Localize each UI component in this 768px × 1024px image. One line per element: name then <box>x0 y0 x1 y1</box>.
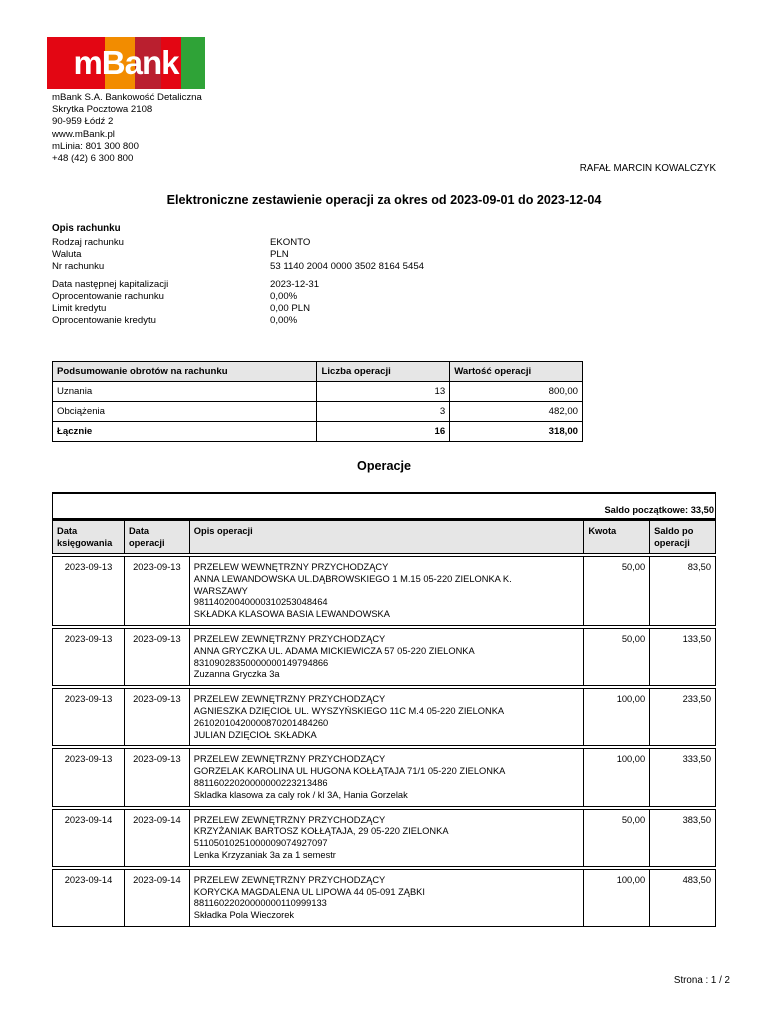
operations-table <box>52 518 716 927</box>
description-line: ANNA LEWANDOWSKA UL.DĄBROWSKIEGO 1 M.15 05-220 ZIELONKA K. <box>193 573 512 584</box>
account-detail-row <box>52 279 319 291</box>
booking-date: 2023-09-14 <box>53 869 125 926</box>
account-detail-row <box>52 291 319 303</box>
description-line: GORZELAK KAROLINA UL HUGONA KOŁŁĄTAJA 71/1 05-220 ZIELONKA <box>193 766 506 777</box>
booking-date: 2023-09-14 <box>53 809 125 866</box>
operation-row <box>53 809 716 866</box>
operation-description <box>189 689 584 746</box>
operation-date: 2023-09-13 <box>124 749 189 806</box>
balance-after: 483,50 <box>650 869 716 926</box>
summary-count: 16 <box>317 422 450 442</box>
detail-value: 0,00 PLN <box>270 303 311 314</box>
description-line: PRZELEW WEWNĘTRZNY PRZYCHODZĄCY <box>193 562 389 572</box>
balance-after: 333,50 <box>650 749 716 806</box>
summary-count: 13 <box>317 382 450 402</box>
summary-value: 800,00 <box>450 382 583 402</box>
detail-label: Data następnej kapitalizacji <box>52 279 169 290</box>
operation-row <box>53 628 716 685</box>
account-detail-row <box>52 315 319 327</box>
page-number: Strona : 1 / 2 <box>673 975 730 986</box>
document-title: Elektroniczne zestawienie operacji za okres od 2023-09-01 do 2023-12-04 <box>166 193 602 207</box>
bank-address-block <box>52 92 202 165</box>
summary-row <box>53 402 583 422</box>
detail-value: 0,00% <box>270 315 298 326</box>
account-details-group <box>52 237 424 273</box>
bank-info-line[interactable]: www.mBank.pl <box>52 128 115 140</box>
description-line: WARSZAWY <box>193 585 248 596</box>
description-line: Zuzanna Gryczka 3a <box>193 669 280 680</box>
operations-section <box>52 492 716 927</box>
operation-row <box>53 557 716 626</box>
detail-label: Waluta <box>52 249 82 260</box>
detail-label: Oprocentowanie rachunku <box>52 291 164 302</box>
account-detail-row <box>52 303 319 315</box>
balance-after: 233,50 <box>650 689 716 746</box>
col-header-booking-date: Data księgowania <box>53 520 125 554</box>
description-line: JULIAN DZIĘCIOŁ SKŁADKA <box>193 729 317 740</box>
operation-amount: 100,00 <box>584 869 650 926</box>
col-header-description: Opis operacji <box>189 520 584 554</box>
operation-amount: 100,00 <box>584 689 650 746</box>
opening-balance: Saldo początkowe: 33,50 <box>52 492 716 518</box>
description-line: 26102010420000870201484260 <box>193 717 329 728</box>
description-line: PRZELEW ZEWNĘTRZNY PRZYCHODZĄCY <box>193 633 386 644</box>
account-section-title: Opis rachunku <box>52 223 121 234</box>
description-line: KORYCKA MAGDALENA UL LIPOWA 44 05-091 ZĄBKI <box>193 886 425 897</box>
account-detail-row <box>52 237 424 249</box>
summary-total-row <box>53 422 583 442</box>
turnover-summary-table <box>52 361 583 442</box>
summary-label: Obciążenia <box>53 402 317 422</box>
detail-label: Oprocentowanie kredytu <box>52 315 156 326</box>
operation-description <box>189 869 584 926</box>
bank-info-line: mBank S.A. Bankowość Detaliczna <box>52 92 202 103</box>
balance-after: 83,50 <box>650 557 716 626</box>
balance-after: 383,50 <box>650 809 716 866</box>
detail-value: 2023-12-31 <box>270 279 320 290</box>
operation-row <box>53 689 716 746</box>
col-header-amount: Kwota <box>584 520 650 554</box>
operation-date: 2023-09-13 <box>124 557 189 626</box>
operations-header-row <box>53 520 716 554</box>
operation-row <box>53 869 716 926</box>
summary-header: Podsumowanie obrotów na rachunku <box>53 362 317 382</box>
operation-date: 2023-09-14 <box>124 809 189 866</box>
summary-value: 482,00 <box>450 402 583 422</box>
description-line: 98114020040000310253048464 <box>193 597 328 608</box>
summary-header: Wartość operacji <box>450 362 583 382</box>
description-line: Skladka klasowa za caly rok / kl 3A, Hania Gorzelak <box>193 789 408 800</box>
detail-value: PLN <box>270 249 289 260</box>
description-line: ANNA GRYCZKA UL. ADAMA MICKIEWICZA 57 05-220 ZIELONKA <box>193 645 475 656</box>
detail-label: Limit kredytu <box>52 303 107 314</box>
account-owner-name: RAFAŁ MARCIN KOWALCZYK <box>579 163 716 174</box>
operation-date: 2023-09-13 <box>124 628 189 685</box>
operation-row <box>53 749 716 806</box>
account-number: 53 1140 2004 0000 3502 8164 5454 <box>270 261 425 272</box>
description-line: Składka Pola Wieczorek <box>193 910 295 921</box>
summary-header-row <box>53 362 583 382</box>
description-line: 88116022020000000223213486 <box>193 777 328 788</box>
operation-date: 2023-09-14 <box>124 869 189 926</box>
summary-value: 318,00 <box>450 422 583 442</box>
booking-date: 2023-09-13 <box>53 557 125 626</box>
logo-text: mBank <box>73 44 179 81</box>
description-line: PRZELEW ZEWNĘTRZNY PRZYCHODZĄCY <box>193 754 386 765</box>
operation-description <box>189 809 584 866</box>
operation-description <box>189 557 584 626</box>
booking-date: 2023-09-13 <box>53 749 125 806</box>
account-interest-group <box>52 279 319 327</box>
operation-amount: 50,00 <box>584 809 650 866</box>
col-header-balance: Saldo po operacji <box>650 520 716 554</box>
col-header-op-date: Data operacji <box>124 520 189 554</box>
operation-date: 2023-09-13 <box>124 689 189 746</box>
description-line: Lenka Krzyzaniak 3a za 1 semestr <box>193 849 336 860</box>
account-detail-row <box>52 249 424 261</box>
summary-row <box>53 382 583 402</box>
booking-date: 2023-09-13 <box>53 689 125 746</box>
operation-description <box>189 749 584 806</box>
description-line: PRZELEW ZEWNĘTRZNY PRZYCHODZĄCY <box>193 874 386 885</box>
description-line: KRZYŻANIAK BARTOSZ KOŁŁĄTAJA, 29 05-220 ZIELONKA <box>193 826 449 837</box>
description-line: 51105010251000009074927097 <box>193 838 328 849</box>
detail-label: Nr rachunku <box>52 261 105 272</box>
account-detail-row <box>52 261 424 273</box>
detail-label: Rodzaj rachunku <box>52 237 124 248</box>
summary-label: Łącznie <box>53 422 317 442</box>
booking-date: 2023-09-13 <box>53 628 125 685</box>
description-line: SKŁADKA KLASOWA BASIA LEWANDOWSKA <box>193 609 390 620</box>
detail-value: EKONTO <box>270 237 311 248</box>
mbank-logo <box>47 37 205 89</box>
description-line: PRZELEW ZEWNĘTRZNY PRZYCHODZĄCY <box>193 814 386 825</box>
operation-amount: 100,00 <box>584 749 650 806</box>
detail-value: 0,00% <box>270 291 298 302</box>
bank-info-line: +48 (42) 6 300 800 <box>52 153 134 165</box>
balance-after: 133,50 <box>650 628 716 685</box>
bank-info-line: mLinia: 801 300 800 <box>52 140 139 152</box>
summary-header: Liczba operacji <box>317 362 450 382</box>
bank-info-line: Skrytka Pocztowa 2108 <box>52 104 153 116</box>
description-line: 83109028350000000149794866 <box>193 657 329 668</box>
bank-info-line: 90-959 Łódź 2 <box>52 116 114 128</box>
summary-count: 3 <box>317 402 450 422</box>
operations-title: Operacje <box>357 459 411 473</box>
description-line: AGNIESZKA DZIĘCIOŁ UL. WYSZYŃSKIEGO 11C M.4 05-220 ZIELONKA <box>193 705 505 716</box>
description-line: 88116022020000000110999133 <box>193 898 327 909</box>
operation-amount: 50,00 <box>584 557 650 626</box>
operation-description <box>189 628 584 685</box>
operation-amount: 50,00 <box>584 628 650 685</box>
summary-label: Uznania <box>53 382 317 402</box>
description-line: PRZELEW ZEWNĘTRZNY PRZYCHODZĄCY <box>193 694 386 705</box>
